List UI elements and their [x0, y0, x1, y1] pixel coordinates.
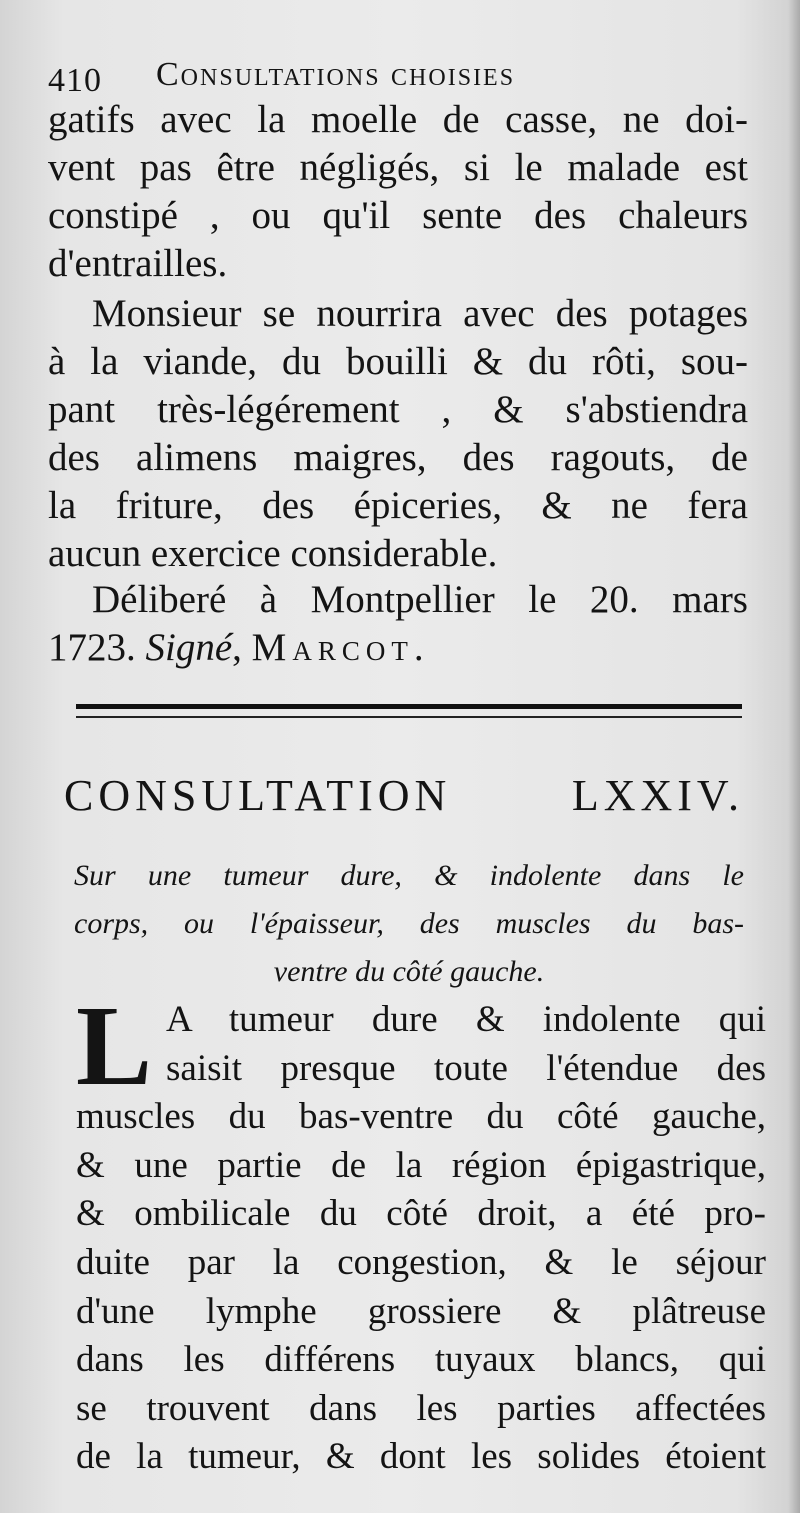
year: 1723. [48, 626, 136, 669]
text-line: pant très-légérement , & s'abstiendra [48, 388, 748, 431]
consultation-body [76, 982, 766, 1482]
page-number: 410 [48, 62, 102, 99]
text-line: duite par la congestion, & le séjour [76, 1241, 766, 1283]
consultation-subtitle [74, 852, 744, 996]
text-line: à la viande, du bouilli & du rôti, sou- [48, 340, 748, 383]
running-title: Consultations choisies [156, 56, 516, 93]
subtitle-line: Sur une tumeur dure, & indolente dans le [74, 859, 744, 892]
signer-name: Marcot. [251, 626, 430, 669]
previous-text [48, 96, 748, 288]
text-line: la friture, des épiceries, & ne fera [48, 484, 748, 527]
text-line: Monsieur se nourrira avec des potages [92, 292, 748, 335]
text-line: aucun exercice considerable. [48, 532, 498, 575]
text-line: vent pas être négligés, si le malade est [48, 146, 748, 189]
text-line: de la tumeur, & dont les solides étoient [76, 1436, 766, 1478]
text-line: muscles du bas-ventre du côté gauche, [76, 1096, 766, 1138]
consultation-heading: CONSULTATION LXXIV. [64, 771, 744, 820]
text-line: d'une lymphe grossiere & plâtreuse [76, 1290, 766, 1332]
section-divider [76, 704, 742, 718]
text-line: constipé , ou qu'il sente des chaleurs [48, 194, 748, 237]
subtitle-line: corps, ou l'épaisseur, des muscles du bas- [74, 907, 744, 940]
text-line: des alimens maigres, des ragouts, de [48, 436, 748, 479]
text-line: A tumeur dure & indolente qui [166, 999, 766, 1040]
diet-paragraph [48, 290, 748, 578]
deliberation-line: Déliberé à Montpellier le 20. mars [92, 578, 748, 621]
text-line: gatifs avec la moelle de casse, ne doi- [48, 98, 748, 141]
text-line: saisit presque toute l'étendue des [166, 1047, 766, 1089]
text-line: se trouvent dans les parties affectées [76, 1387, 766, 1429]
subtitle-line: ventre du côté gauche. [273, 955, 545, 988]
closing-paragraph [48, 576, 748, 672]
text-line: d'entrailles. [48, 242, 228, 285]
text-line: dans les différens tuyaux blancs, qui [76, 1339, 766, 1381]
text-line: & ombilicale du côté droit, a été pro- [76, 1193, 766, 1235]
text-line: & une partie de la région épigastrique, [76, 1144, 766, 1186]
drop-cap: L [76, 982, 153, 1109]
page-header [48, 50, 748, 100]
signed-label: Signé [145, 626, 233, 669]
signature-line: 1723. Signé, Marcot. [48, 626, 430, 669]
